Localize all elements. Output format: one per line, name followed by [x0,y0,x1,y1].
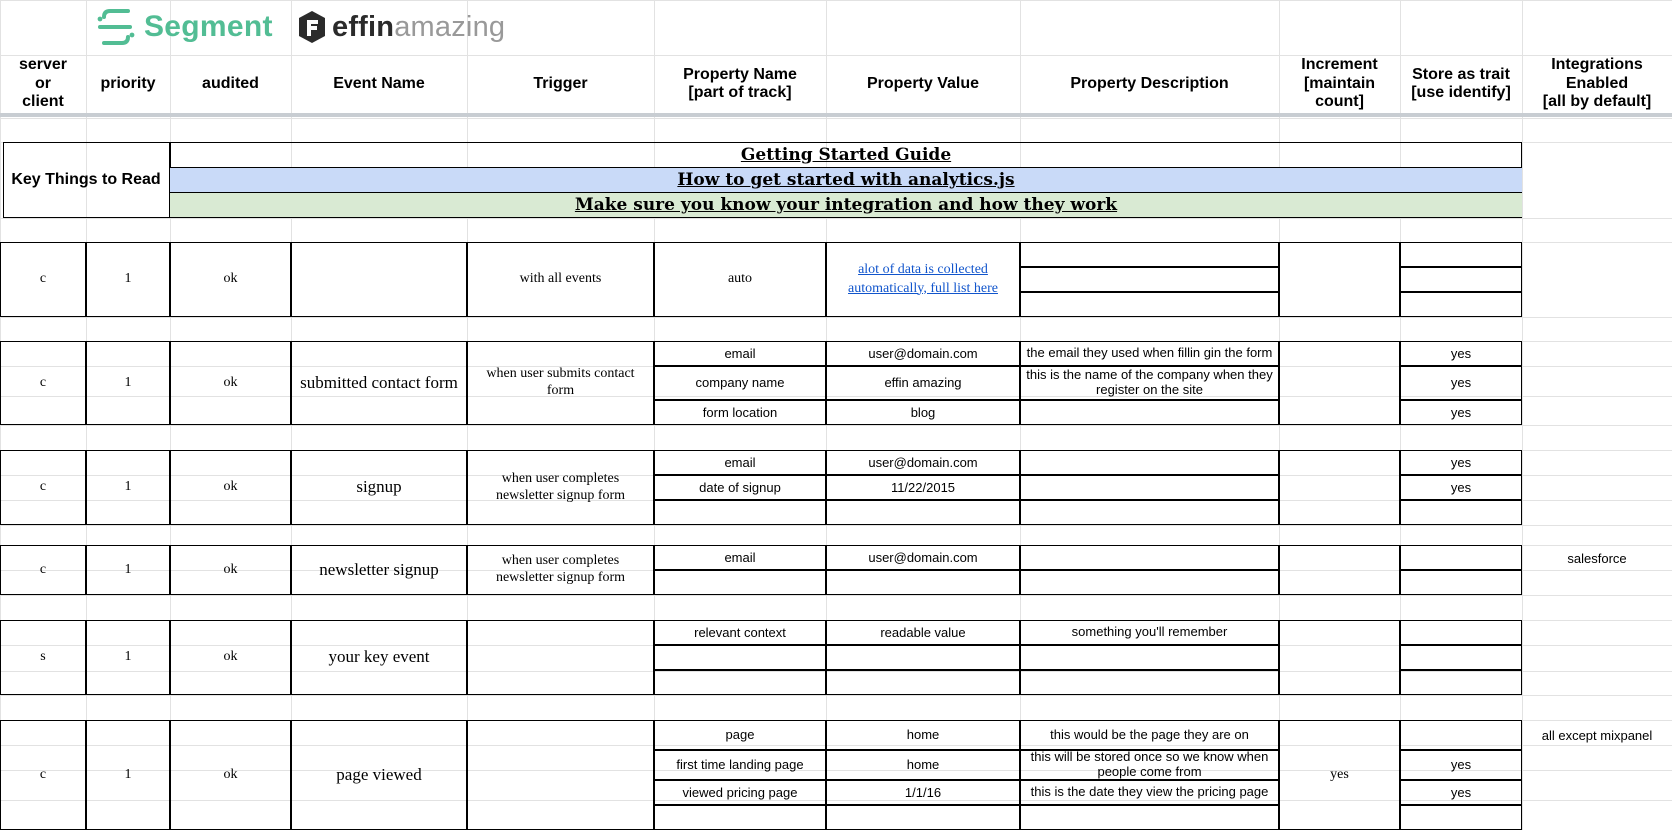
store-as-trait-cell [1400,645,1522,670]
server-or-client-cell: s [40,649,46,665]
property-name-cell: page [725,727,755,743]
property-name-cell: form location [702,404,778,420]
property-value-cell: effin amazing [884,375,962,391]
property-name-cell: company name [695,375,785,391]
increment-cell: yes [1330,766,1349,782]
property-value-cell: user@domain.com [868,549,978,565]
trigger-cell: with all events [519,271,602,287]
key-things-label: Key Things to Read [11,171,161,189]
property-value-cell: 1/1/16 [904,784,942,800]
effinamazing-logo-text: effinamazing [332,10,506,43]
store-as-trait-cell [1400,670,1522,695]
event-name-cell: submitted contact form [300,372,458,392]
trigger-cell: when user submits contact form [486,366,635,398]
property-description-cell: this would be the page they are on [1050,726,1249,742]
effinamazing-icon [298,10,326,44]
event-name-cell: signup [356,477,402,497]
property-value-cell: 11/22/2015 [890,479,956,495]
priority-cell: 1 [124,479,132,495]
property-name-cell: email [724,454,756,470]
trigger-cell [473,720,648,830]
header-property-value: Property Value [866,74,980,92]
property-description-cell: this will be stored once so we know when people come from [1030,750,1269,779]
audited-cell: ok [223,271,238,287]
analyticsjs-link-cell[interactable] [170,168,1522,192]
store-as-trait-cell [1400,570,1522,595]
increment-cell [1279,450,1400,525]
header-integrations-enabled: Integrations Enabled [all by default] [1542,56,1652,111]
store-as-trait-cell: yes [1450,375,1472,391]
property-value-cell: home [906,757,940,773]
property-description-cell: this is the name of the company when they register on the site [1026,367,1273,397]
property-description-cell [1023,645,1276,670]
getting-started-guide-link[interactable]: Getting Started Guide [740,144,952,165]
trigger-cell [473,620,648,695]
property-description-cell [1023,805,1276,830]
audited-cell: ok [223,766,238,782]
priority-cell: 1 [124,649,132,665]
property-value-cell: readable value [880,624,966,640]
property-description-cell [1023,500,1276,525]
segment-logo [96,6,273,48]
priority-cell: 1 [124,561,132,577]
event-name-cell [297,242,461,317]
server-or-client-cell: c [39,766,47,782]
property-value-cell: home [906,727,940,743]
increment-cell [1279,620,1400,695]
server-or-client-cell: c [39,374,47,390]
property-description-cell [1023,475,1276,500]
property-description-cell [1023,400,1276,425]
property-description-cell: something you'll remember [1071,624,1228,640]
header-trigger: Trigger [533,74,588,92]
server-or-client-cell: c [39,271,47,287]
getting-started-link-cell[interactable] [170,143,1522,167]
property-value-cell: user@domain.com [868,345,978,361]
trigger-cell: when user completes newsletter signup form [495,553,626,585]
audited-cell: ok [223,479,238,495]
property-value-cell [828,500,1018,525]
audited-cell: ok [223,374,238,390]
property-value-cell [828,570,1018,595]
property-description-cell: this is the date they view the pricing page [1030,784,1269,800]
priority-cell: 1 [124,766,132,782]
integrations-link-cell[interactable] [170,193,1522,217]
analyticsjs-guide-link[interactable]: How to get started with analytics.js [677,169,1015,190]
integrations-enabled-cell: all except mixpanel [1541,728,1653,744]
property-name-cell: email [724,345,756,361]
header-store-as-trait: Store as trait [use identify] [1411,65,1511,101]
store-as-trait-cell: yes [1450,345,1472,361]
server-or-client-cell: c [39,479,47,495]
store-as-trait-cell [1400,545,1522,570]
segment-icon [96,7,136,47]
property-value-cell [828,645,1018,670]
priority-cell: 1 [124,374,132,390]
audited-cell: ok [223,561,238,577]
property-description-cell [1023,570,1276,595]
header-priority: priority [100,74,156,92]
store-as-trait-cell [1400,720,1522,750]
property-value-cell: blog [910,404,936,420]
property-name-cell [656,500,824,525]
property-name-cell: first time landing page [676,757,804,773]
property-name-cell [656,645,824,670]
increment-cell [1279,341,1400,425]
property-name-cell: email [724,549,756,565]
priority-cell: 1 [124,271,132,287]
property-value-cell [828,670,1018,695]
property-value-cell: user@domain.com [868,454,978,470]
header-event-name: Event Name [333,74,425,92]
property-name-cell [656,805,824,830]
property-description-cell [1023,545,1276,570]
store-as-trait-cell [1400,805,1522,830]
header-audited: audited [202,74,259,92]
segment-logo-text: Segment [144,10,273,43]
store-as-trait-cell: yes [1450,784,1472,800]
header-increment: Increment [maintain count] [1301,56,1378,111]
store-as-trait-cell: yes [1450,479,1472,495]
store-as-trait-cell: yes [1450,454,1472,470]
increment-cell [1279,545,1400,595]
property-name-cell: relevant context [694,624,786,640]
header-server-or-client: server or client [18,56,68,111]
auto-collected-data-link[interactable]: alot of data is collected automatically, full list here [848,262,998,296]
property-name-cell [656,670,824,695]
store-as-trait-cell: yes [1450,757,1472,773]
event-name-cell: your key event [328,647,430,667]
store-as-trait-cell [1400,500,1522,525]
event-name-cell: newsletter signup [319,559,439,579]
increment-cell [1279,242,1400,317]
property-description-cell: the email they used when fillin gin the form [1026,345,1273,361]
header-property-name: Property Name [part of track] [683,65,797,101]
store-as-trait-cell [1400,620,1522,645]
audited-cell: ok [223,649,238,665]
store-as-trait-cell: yes [1450,404,1472,420]
property-value-cell [828,805,1018,830]
integrations-enabled-cell: salesforce [1567,550,1627,566]
property-description-cell [1023,450,1276,475]
header-property-description: Property Description [1070,74,1229,92]
property-name-cell [656,570,824,595]
property-name-cell: date of signup [699,479,781,495]
property-value-cell[interactable] [834,242,1012,317]
property-name-cell: auto [727,271,753,287]
trigger-cell: when user completes newsletter signup form [495,470,626,503]
property-name-cell: viewed pricing page [682,784,798,800]
event-name-cell: page viewed [336,764,422,784]
property-description-cell [1023,670,1276,695]
server-or-client-cell: c [39,561,47,577]
integrations-guide-link[interactable]: Make sure you know your integration and how they work [574,194,1118,215]
effinamazing-logo [298,6,505,48]
